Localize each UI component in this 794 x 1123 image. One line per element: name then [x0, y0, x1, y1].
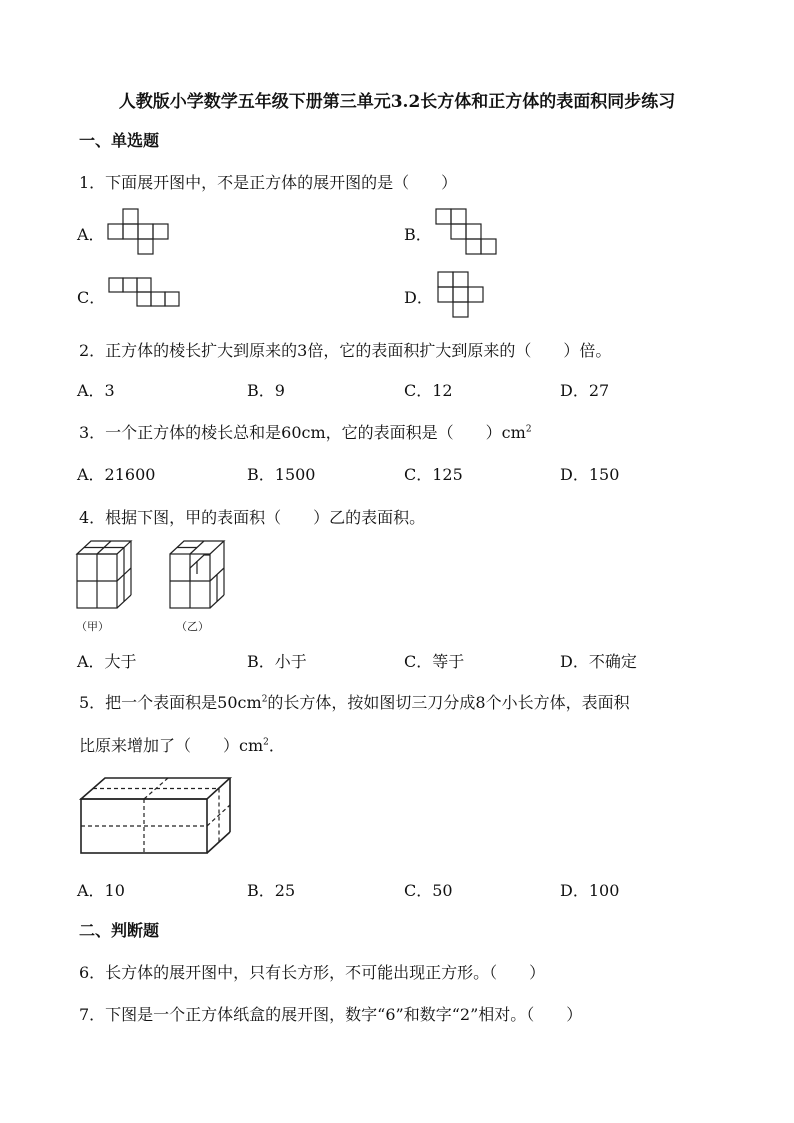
q4-option-b: B．小于 — [247, 652, 307, 671]
q4-option-a: A．大于 — [77, 652, 137, 671]
q3-unit-superscript: 2 — [525, 424, 532, 435]
q1-option-b-net-figure — [436, 208, 498, 256]
q2-option-c: C．12 — [404, 381, 453, 400]
section-heading-judgement: 二、判断题 — [79, 921, 160, 940]
q5-option-a: A．10 — [77, 881, 125, 900]
question-5-stem-line-2 — [79, 733, 285, 756]
q2-option-a: A．3 — [77, 381, 115, 400]
q1-option-a-net-figure — [108, 208, 170, 256]
q5-stem-part2: 的长方体，按如图切三刀分成8个小长方体，表面积 — [267, 693, 630, 712]
question-7-stem: 7．下图是一个正方体纸盒的展开图，数字“6”和数字“2”相对。（ ） — [79, 1005, 583, 1024]
q3-option-c: C．125 — [404, 465, 463, 484]
q5-option-c: C．50 — [404, 881, 453, 900]
q4-option-d: D．不确定 — [560, 652, 637, 671]
q5-option-d: D．100 — [560, 881, 620, 900]
question-6-stem: 6．长方体的展开图中，只有长方形，不可能出现正方形。（ ） — [79, 963, 546, 982]
question-1-stem: 1．下面展开图中，不是正方体的展开图的是（ ） — [79, 173, 458, 192]
q5-stem-part1: 5．把一个表面积是50cm — [79, 693, 262, 712]
q3-option-a: A．21600 — [77, 465, 156, 484]
q3-option-d: D．150 — [560, 465, 620, 484]
q1-option-c-label: C． — [77, 288, 106, 307]
q5-line2-sup: 2 — [263, 737, 269, 748]
q3-option-b: B．1500 — [247, 465, 316, 484]
q5-cuboid-cut-figure — [80, 777, 235, 857]
q2-option-d: D．27 — [560, 381, 610, 400]
q4-label-yi: （乙） — [176, 620, 209, 633]
q1-option-d-label: D． — [404, 288, 433, 307]
q1-option-c-net-figure — [108, 277, 183, 311]
q5-line2-part2: ． — [268, 736, 285, 755]
q5-line2-part1: 比原来增加了（ ）cm — [79, 736, 264, 755]
q1-option-a-label: A． — [77, 225, 105, 244]
q4-cube-figure-yi — [169, 540, 227, 612]
q1-option-b-label: B． — [404, 225, 432, 244]
q3-stem-text: 3．一个正方体的棱长总和是60cm，它的表面积是（ ）cm — [79, 423, 526, 442]
section-heading-single-choice: 一、单选题 — [79, 131, 160, 150]
question-4-stem: 4．根据下图，甲的表面积（ ）乙的表面积。 — [79, 508, 426, 527]
question-2-stem: 2．正方体的棱长扩大到原来的3倍，它的表面积扩大到原来的（ ）倍。 — [79, 341, 612, 360]
question-5-stem-line-1 — [79, 690, 630, 713]
q5-sup1: 2 — [261, 694, 268, 705]
q4-cube-figure-jia — [76, 540, 134, 612]
page-title: 人教版小学数学五年级下册第三单元3.2长方体和正方体的表面积同步练习 — [118, 92, 676, 112]
q4-label-jia: （甲） — [76, 620, 109, 633]
q5-option-b: B．25 — [247, 881, 296, 900]
q4-option-c: C．等于 — [404, 652, 465, 671]
q2-option-b: B．9 — [247, 381, 285, 400]
question-3-stem — [79, 420, 532, 443]
q1-option-d-net-figure — [437, 271, 487, 321]
